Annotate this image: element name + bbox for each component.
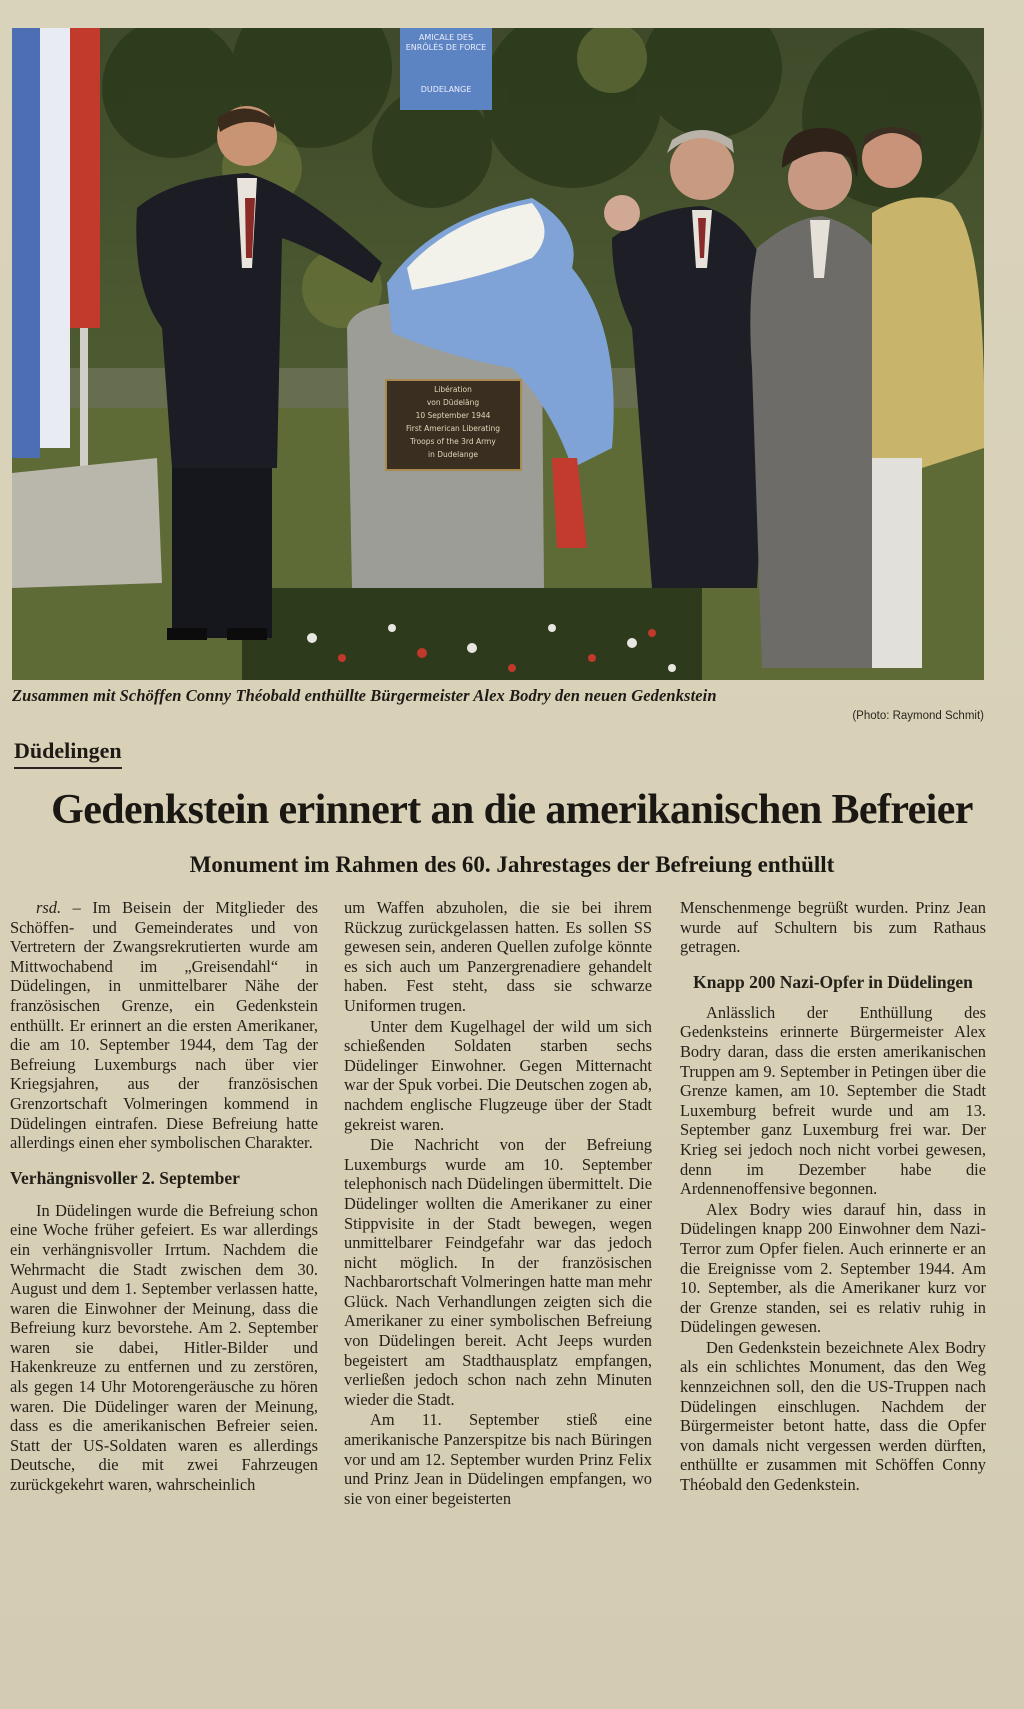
plaque-line-2: von Düdeläng xyxy=(426,398,480,407)
paragraph: In Düdelingen wurde die Befreiung schon eine Woche früher gefeiert. Es war allerdings ein verhängnisvoller Irrtum. Nachdem die Wehrmacht die Stadt zwischen dem 30. August und dem 1. September verlassen hatte, waren die Einwohner der Meinung, dass die Befreiung kurz bevorstehe. Am 2. September waren sie dabei, Hitler-Bilder und Hakenkreuze zu entfernen und zu zerstören, als gegen 14 Uhr Motorengeräusche zu hören waren. Die Düdelinger waren der Meinung, dass es die amerikanischen Befreier seien. Statt der US-Soldaten waren es allerdings Deutsche, die mit zwei Fahrzeugen zurückgekehrt waren, wahrscheinlich xyxy=(10,1200,318,1495)
plaque-line-4: First American Liberating xyxy=(405,424,501,433)
paragraph: Den Gedenkstein bezeichnete Alex Bodry als ein schlichtes Monument, das den Weg kennzeichnen soll, den die US-Truppen nach Düdelingen einschlugen. Nachdem der Bürgermeister betont hatte, dass die Opfer von damals nicht vergessen werden dürften, enthüllte er zusammen mit Schöffen Conny Théobald den Gedenkstein. xyxy=(680,1337,986,1495)
banner-line-1: AMICALE DES xyxy=(418,33,474,42)
paragraph xyxy=(10,898,318,1153)
plaque-line-1: Libération xyxy=(434,385,472,394)
section-heading: Verhängnisvoller 2. September xyxy=(10,1167,240,1188)
article-column-2 xyxy=(344,898,652,1509)
plaque-line-5: Troops of the 3rd Army xyxy=(410,437,496,446)
article-photo xyxy=(12,28,984,680)
dateline: Düdelingen xyxy=(14,738,122,769)
paragraph: um Waffen abzuholen, die sie bei ihrem Rückzug zurückgelassen hatten. Es sollen SS gewesen sein, anderen Quellen zufolge könnte es sich auch um Panzergrenadiere gehandelt haben. Fest steht, dass sie schwarze Uniformen trugen. xyxy=(344,898,652,1015)
plaque-line-3: 10 September 1944 xyxy=(415,411,491,420)
paragraph: Die Nachricht von der Befreiung Luxemburgs wurde am 10. September telephonisch nach Düdelingen übermittelt. Die Düdelinger wollten die Amerikaner zu einer Stippvisite in der Stadt bewegen, wegen unmittelbarer Feindgefahr war das jedoch nicht möglich. In der französischen Nachbarortschaft Volmeringen hatte man mehr Glück. Nach Verhandlungen zeigten sich die Amerikaner zu einer symbolischen Befreiung von Düdelingen bereit. Acht Jeeps wurden begeistert am Stadthausplatz empfangen, verließen jedoch schon nach zehn Minuten wieder die Stadt. xyxy=(344,1135,652,1409)
article-column-3 xyxy=(680,898,986,1496)
section-heading: Knapp 200 Nazi-Opfer in Düdelingen xyxy=(693,971,973,992)
paragraph: Am 11. September stieß eine amerikanische Panzerspitze bis nach Büringen vor und am 12. September wurden Prinz Felix und Prinz Jean in Düdelingen empfangen, wo sie von einer begeisterten xyxy=(344,1410,652,1508)
subheadline: Monument im Rahmen des 60. Jahrestages der Befreiung enthüllt xyxy=(189,852,835,877)
article-column-1 xyxy=(10,898,318,1496)
paragraph: Unter dem Kugelhagel der wild um sich schießenden Soldaten starben sechs Düdelinger Einwohner. Gegen Mitternacht war der Spuk vorbei. Die Deutschen zogen ab, nachdem englische Flugzeuge über der Stadt gekreist waren. xyxy=(344,1016,652,1134)
plaque-line-6: in Dudelange xyxy=(428,450,478,459)
photo-credit: (Photo: Raymond Schmit) xyxy=(852,710,984,722)
photo-scene xyxy=(12,28,984,680)
paragraph-text: – Im Beisein der Mitglieder des Schöffen- und Gemeinderates und von Vertretern der Zwangsrekrutierten wurde am Mittwochabend im „Greisendahl“ in Düdelingen, in unmittelbarer Nähe der französischen Grenze, ein Gedenkstein enthüllt. Er erinnert an die ersten Amerikaner, die am 10. September 1944, dem Tag der Befreiung Luxemburgs nach über vier Kriegsjahren, aus der französischen Grenzortschaft Volmeringen kommend in Düdelingen eintrafen. Diese Befreiung hatte allerdings einen eher symbolischen Charakter. xyxy=(10,898,318,1153)
author-tag: rsd. xyxy=(36,898,62,917)
headline: Gedenkstein erinnert an die amerikanischen Befreier xyxy=(51,787,973,833)
paragraph: Anlässlich der Enthüllung des Gedenksteins erinnerte Bürgermeister Alex Bodry daran, dass die ersten amerikanischen Truppen am 9. September in Petingen über die Grenze kamen, am 10. September die Stadt Luxemburg befreit wurde und am 13. September ganz Luxemburg frei war. Der Krieg sei jedoch noch nicht vorbei gewesen, denn im Dezember habe die Ardennenoffensive begonnen. xyxy=(680,1002,986,1199)
banner-line-2: ENRÔLÉS DE FORCE xyxy=(405,43,487,52)
paragraph: Alex Bodry wies darauf hin, dass in Düdelingen knapp 200 Einwohner dem Nazi-Terror zum Opfer fielen. Auch erinnerte er an die Ereignisse vom 2. September 1944. Am 10. September, als die Amerikaner kurz vor der Grenze standen, sei es relativ ruhig in Düdelingen gewesen. xyxy=(680,1199,986,1337)
photo-caption: Zusammen mit Schöffen Conny Théobald enthüllte Bürgermeister Alex Bodry den neuen Gedenkstein xyxy=(12,686,717,705)
paragraph: Menschenmenge begrüßt wurden. Prinz Jean wurde auf Schultern bis zum Rathaus getragen. xyxy=(680,898,986,957)
banner-line-3: DUDELANGE xyxy=(420,85,472,94)
